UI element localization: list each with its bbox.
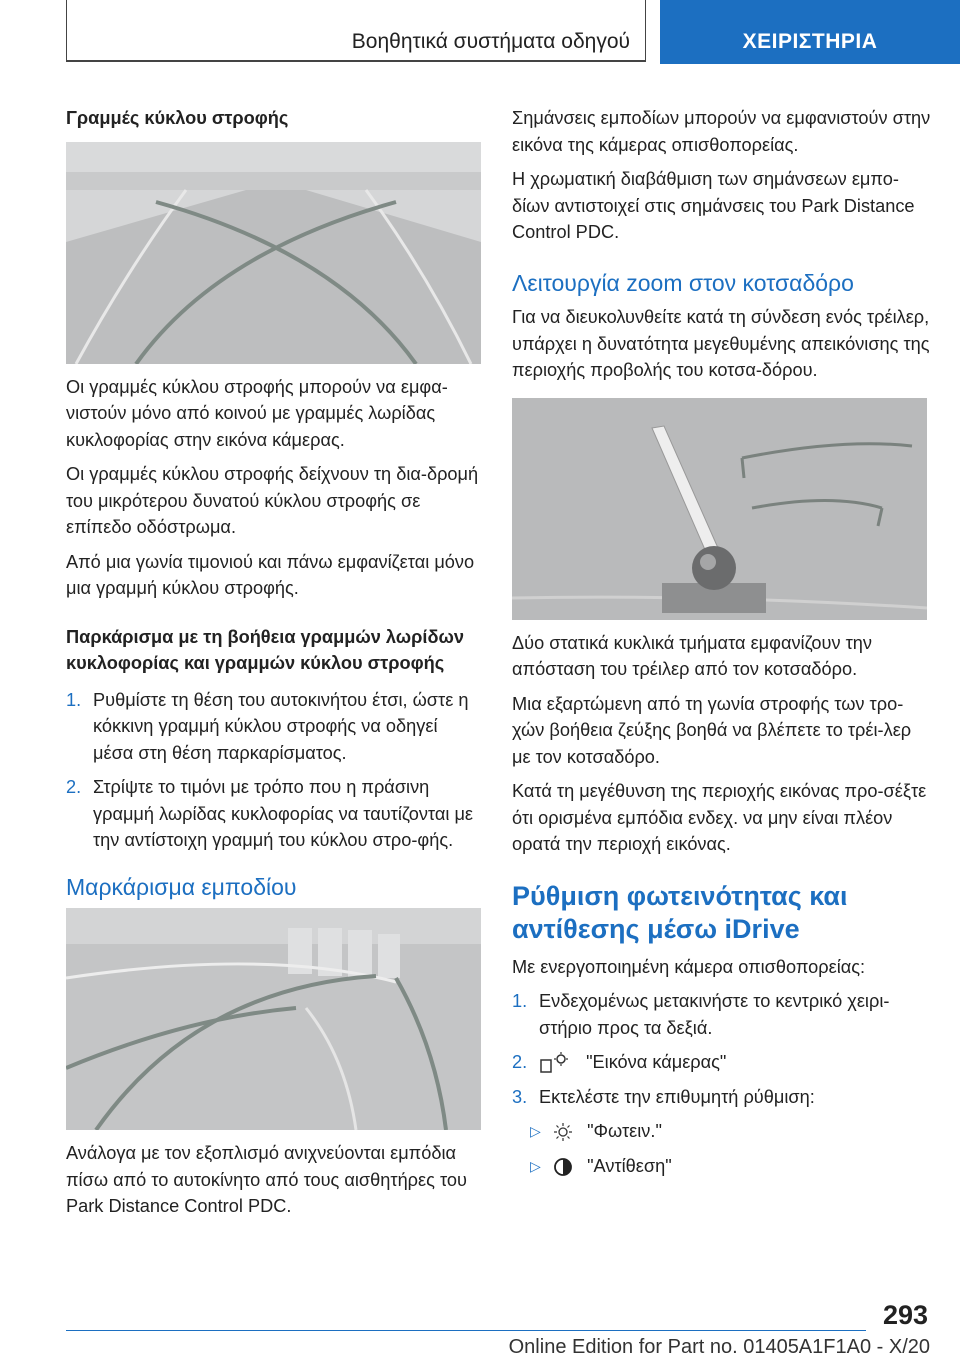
edition-note: Online Edition for Part no. 01405A1F1A0 - X/20 [508, 1336, 930, 1358]
brightness-steps [512, 988, 932, 1179]
step-text: Εκτελέστε την επιθυμητή ρύθμιση: [539, 1086, 815, 1107]
paragraph: Ανάλογα με τον εξοπλισμό ανιχνεύονται εμπόδια πίσω από το αυτοκίνητο από τους αισθητήρες του Park Distance Control PDC. [66, 1143, 467, 1216]
step-number: 1. [66, 689, 82, 710]
step-number: 3. [512, 1086, 528, 1107]
list-item [66, 687, 481, 767]
page-header [0, 0, 960, 66]
left-column [66, 105, 481, 1228]
heading-brightness: Ρύθμιση φωτεινότητας και αντίθεσης μέσω iDrive [512, 880, 848, 944]
page-number: 293 [882, 1300, 928, 1330]
brightness-icon [552, 1121, 574, 1143]
list-item [512, 1084, 932, 1111]
hitch-zoom-figure [512, 398, 927, 620]
heading-parking: Παρκάρισμα με τη βοήθεια γραμμών λωρίδων κυκλοφορίας και γραμμών κύκλου στροφής [66, 626, 464, 673]
paragraph: Οι γραμμές κύκλου στροφής δείχνουν τη δια-δρομή του μικρότερου δυνατού κύκλου στροφής σε επίπεδο οδόστρωμα. [66, 464, 479, 537]
chapter-tab: ΧΕΙΡΙΣΤΗΡΙΑ [660, 0, 960, 64]
list-item [512, 1118, 932, 1145]
step-number: 2. [66, 777, 82, 797]
paragraph: Δύο στατικά κυκλικά τμήματα εμφανίζουν την απόσταση του τρέιλερ από τον κοτσαδόρο. [512, 632, 873, 679]
list-item [66, 774, 481, 854]
heading-turn-lines: Γραμμές κύκλου στροφής [66, 108, 289, 128]
parking-steps [66, 687, 481, 854]
contrast-icon [552, 1156, 574, 1178]
list-item [512, 1049, 932, 1076]
list-item [512, 988, 932, 1041]
step-text: "Εικόνα κάμερας" [586, 1052, 727, 1072]
paragraph: Κατά τη μεγέθυνση της περιοχής εικόνας προ-σέξτε ότι ορισμένα εμπόδια ενδεχ. να μην είναι πλέον ορατά την περιοχή εικόνας. [512, 781, 927, 854]
bullet-marker: ▷ [530, 1157, 541, 1174]
obstacle-marking-figure [66, 908, 481, 1130]
camera-icon [539, 1051, 573, 1075]
paragraph: Για να διευκολυνθείτε κατά τη σύνδεση ενός τρέιλερ, υπάρχει η δυνατότητα μεγεθυμένης απεικόνισης της περιοχής προβολής του κοτσα-δόρου. [512, 307, 930, 380]
step-text: "Φωτειν." [587, 1121, 662, 1141]
heading-zoom: Λειτουργία zoom στον κοτσαδόρο [512, 269, 854, 296]
step-number: 2. [512, 1052, 528, 1072]
step-text: Ρυθμίστε τη θέση του αυτοκινήτου έτσι, ώστε η κόκκινη γραμμή κύκλου στροφής να οδηγεί μέσα στη θέση παρκαρίσματος. [93, 689, 469, 763]
section-title: Βοηθητικά συστήματα οδηγού [351, 30, 630, 53]
paragraph: Από μια γωνία τιμονιού και πάνω εμφανίζεται μόνο μια γραμμή κύκλου στροφής. [66, 551, 475, 598]
step-text: Στρίψτε το τιμόνι με τρόπο που η πράσινη γραμμή λωρίδας κυκλοφορίας να ταυτίζονται με την αντίστοιχη γραμμή του κύκλου στρο-φής. [93, 777, 474, 850]
bullet-marker: ▷ [530, 1123, 541, 1139]
right-column [512, 105, 932, 1187]
paragraph: Με ενεργοποιημένη κάμερα οπισθοπορείας: [512, 956, 866, 977]
paragraph: Μια εξαρτώμενη από τη γωνία στροφής των τρο-χών βοήθεια ζεύξης βοηθά να βλέπετε το τρέι-λερ με τον κοτσαδόρο. [512, 693, 912, 767]
paragraph: Σημάνσεις εμποδίων μπορούν να εμφανιστούν στην εικόνα της κάμερας οπισθοπορείας. [512, 108, 931, 155]
step-text: "Αντίθεση" [587, 1155, 672, 1176]
turning-lines-figure [66, 142, 481, 364]
paragraph: Οι γραμμές κύκλου στροφής μπορούν να εμφα-νιστούν μόνο από κοινού με γραμμές λωρίδας κυκλοφορίας στην εικόνα κάμερας. [66, 376, 448, 450]
list-item [512, 1153, 932, 1180]
paragraph: Η χρωματική διαβάθμιση των σημάνσεων εμπο-δίων αντιστοιχεί στις σημάνσεις του Park Distance Control PDC. [512, 169, 915, 242]
heading-obstacle: Μαρκάρισμα εμποδίου [66, 873, 297, 900]
step-number: 1. [512, 991, 528, 1011]
footer-divider [66, 1330, 866, 1331]
step-text: Ενδεχομένως μετακινήστε το κεντρικό χειρι-στήριο προς τα δεξιά. [539, 991, 890, 1038]
